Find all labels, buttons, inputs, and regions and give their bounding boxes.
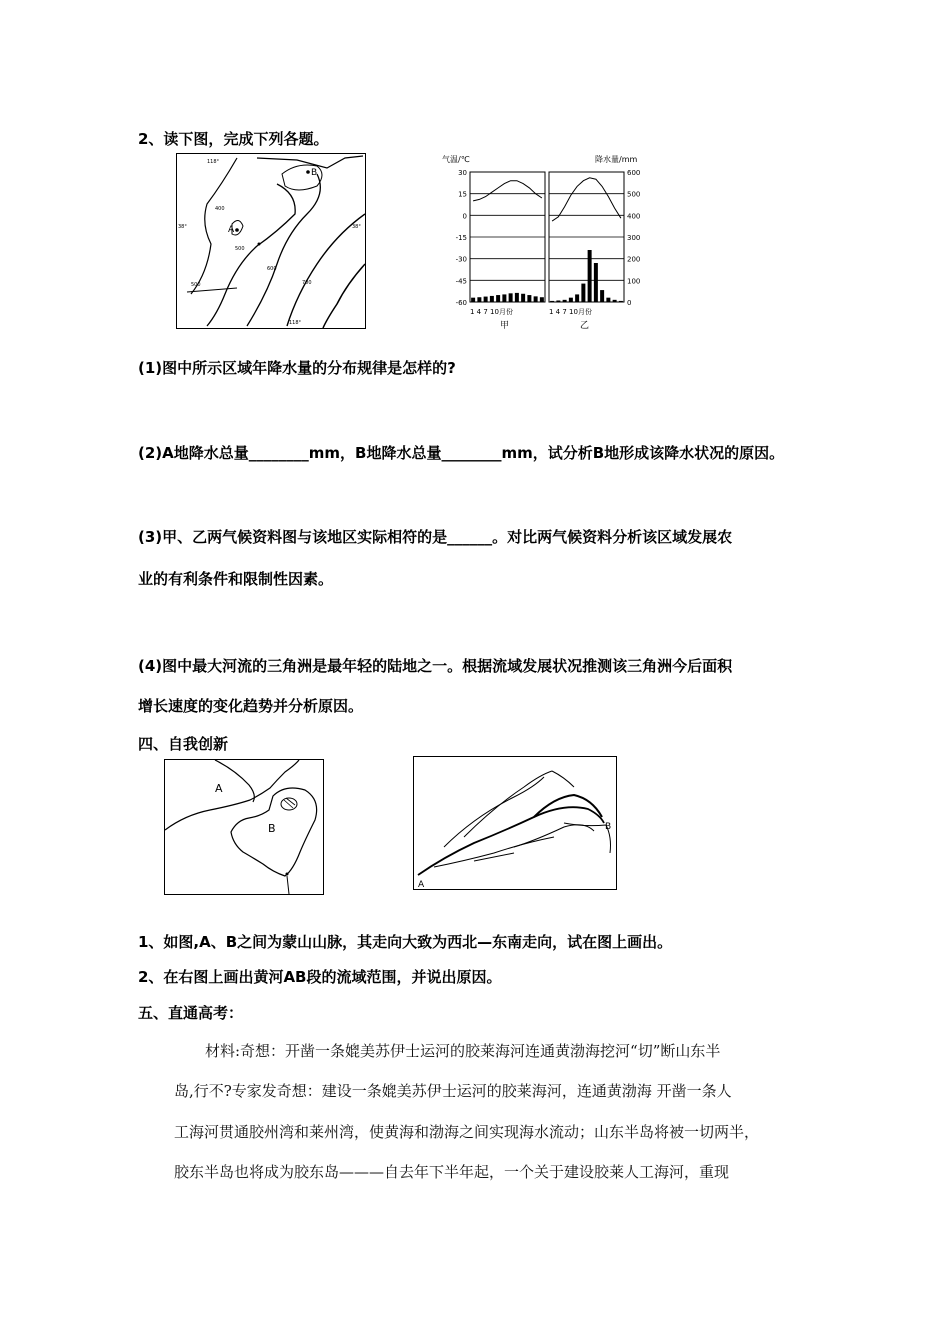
precip-bar bbox=[521, 294, 525, 302]
question-2-heading: 2、读下图，完成下列各题。 bbox=[138, 130, 329, 148]
material-line-1: 材料:奇想：开凿一条媲美苏伊士运河的胶莱海河连通黄渤海挖河“切”断山东半 bbox=[205, 1042, 721, 1060]
precip-bar bbox=[588, 250, 592, 302]
panel-jia-label: 甲 bbox=[500, 321, 510, 331]
map-drawing bbox=[177, 154, 365, 328]
precip-bar bbox=[471, 298, 475, 302]
section-4-question-2: 2、在右图上画出黄河AB段的流域范围，并说出原因。 bbox=[138, 968, 502, 986]
map-lat-right: 38° bbox=[352, 224, 361, 230]
precip-tick-label: 400 bbox=[627, 212, 641, 221]
material-line-4: 胶东半岛也将成为胶东岛———自去年下半年起，一个关于建设胶莱人工海河，重现 bbox=[174, 1163, 730, 1181]
precip-bar bbox=[496, 295, 500, 302]
precip-tick-label: 200 bbox=[627, 255, 641, 264]
precip-bar bbox=[619, 301, 623, 302]
section-4-heading: 四、自我创新 bbox=[138, 735, 229, 753]
precip-bar bbox=[613, 300, 617, 302]
yellow-river-drawing bbox=[414, 757, 616, 889]
precip-bar bbox=[569, 298, 573, 302]
precip-bar bbox=[509, 293, 513, 302]
map-lon-top: 118° bbox=[207, 159, 220, 165]
isohyet-label: 500 bbox=[191, 282, 201, 288]
temp-tick-label: -60 bbox=[455, 299, 467, 307]
sub-question-2: (2)A地降水总量________mm，B地降水总量________mm，试分析B地形成该降水状况的原因。 bbox=[138, 444, 785, 462]
precip-tick-label: 0 bbox=[627, 299, 632, 307]
precip-bar bbox=[563, 300, 567, 302]
precip-axis-title: 降水量/mm bbox=[595, 155, 638, 164]
precip-bar bbox=[527, 295, 531, 302]
yellow-river-label-b: B bbox=[605, 822, 612, 832]
sub-question-3-line-2: 业的有利条件和限制性因素。 bbox=[138, 570, 334, 588]
precip-bar bbox=[484, 297, 488, 302]
temp-tick-label: -15 bbox=[455, 234, 467, 242]
precip-tick-label: 100 bbox=[627, 277, 641, 286]
mengshan-map bbox=[164, 759, 324, 895]
x-labels-yi: 1 4 7 10月份 bbox=[549, 308, 592, 316]
mengshan-label-b: B bbox=[268, 822, 276, 835]
isohyet-label: 600 bbox=[267, 266, 277, 272]
map-label-a: A bbox=[228, 225, 235, 235]
panel-yi-label: 乙 bbox=[580, 321, 590, 331]
sub-question-4-line-1: (4)图中最大河流的三角洲是最年轻的陆地之一。根据流域发展状况推测该三角洲今后面积 bbox=[138, 657, 733, 675]
map-lon-bottom: 118° bbox=[289, 320, 302, 326]
precip-bar bbox=[556, 300, 560, 302]
precip-bar bbox=[581, 284, 585, 302]
material-line-3: 工海河贯通胶州湾和莱州湾，使黄海和渤海之间实现海水流动；山东半岛将被一切两半， bbox=[174, 1123, 760, 1141]
sub-question-4-line-2: 增长速度的变化趋势并分析原因。 bbox=[138, 697, 364, 715]
precipitation-map bbox=[176, 153, 366, 329]
precip-bar bbox=[575, 294, 579, 302]
mengshan-label-a: A bbox=[215, 782, 223, 795]
material-line-2: 岛,行不?专家发奇想：建设一条媲美苏伊士运河的胶莱海河，连通黄渤海 开凿一条人 bbox=[174, 1082, 732, 1100]
temp-tick-label: 30 bbox=[458, 169, 467, 177]
isohyet-label: 500 bbox=[235, 246, 245, 252]
yellow-river-label-a: A bbox=[418, 880, 425, 889]
x-labels-jia: 1 4 7 10月份 bbox=[470, 308, 513, 316]
precip-bar bbox=[594, 263, 598, 302]
temp-tick-label: -30 bbox=[455, 255, 467, 264]
yellow-river-map bbox=[413, 756, 617, 890]
isohyet-label: 400 bbox=[215, 206, 225, 212]
precip-bar bbox=[600, 290, 604, 302]
sub-question-3-line-1: (3)甲、乙两气候资料图与该地区实际相符的是______。对比两气候资料分析该区域发展农 bbox=[138, 528, 733, 546]
map-label-b: B bbox=[311, 168, 318, 178]
climate-chart-svg bbox=[440, 152, 655, 334]
climate-charts bbox=[440, 152, 655, 334]
temp-tick-label: 0 bbox=[462, 212, 467, 221]
map-lat-left: 38° bbox=[178, 224, 187, 230]
precip-bar bbox=[515, 293, 519, 302]
temp-line-yi bbox=[552, 178, 621, 221]
temp-tick-label: 15 bbox=[458, 190, 467, 199]
precip-bar bbox=[490, 296, 494, 302]
precip-tick-label: 300 bbox=[627, 234, 641, 242]
mengshan-drawing bbox=[165, 760, 323, 894]
precip-bar bbox=[502, 294, 506, 302]
precip-tick-label: 500 bbox=[627, 190, 641, 199]
temp-line-jia bbox=[473, 181, 542, 201]
sub-question-1: (1)图中所示区域年降水量的分布规律是怎样的? bbox=[138, 359, 456, 377]
precip-bar bbox=[540, 297, 544, 302]
precip-bar bbox=[477, 297, 481, 302]
precip-bar bbox=[550, 301, 554, 302]
isohyet-label: 700 bbox=[302, 280, 312, 286]
section-4-question-1: 1、如图,A、B之间为蒙山山脉，其走向大致为西北—东南走向，试在图上画出。 bbox=[138, 933, 673, 951]
temp-tick-label: -45 bbox=[455, 277, 467, 286]
temp-axis-title: 气温/℃ bbox=[442, 155, 470, 164]
section-5-heading: 五、直通高考： bbox=[138, 1004, 244, 1022]
precip-tick-label: 600 bbox=[627, 169, 641, 177]
precip-bar bbox=[606, 298, 610, 302]
precip-bar bbox=[534, 296, 538, 302]
